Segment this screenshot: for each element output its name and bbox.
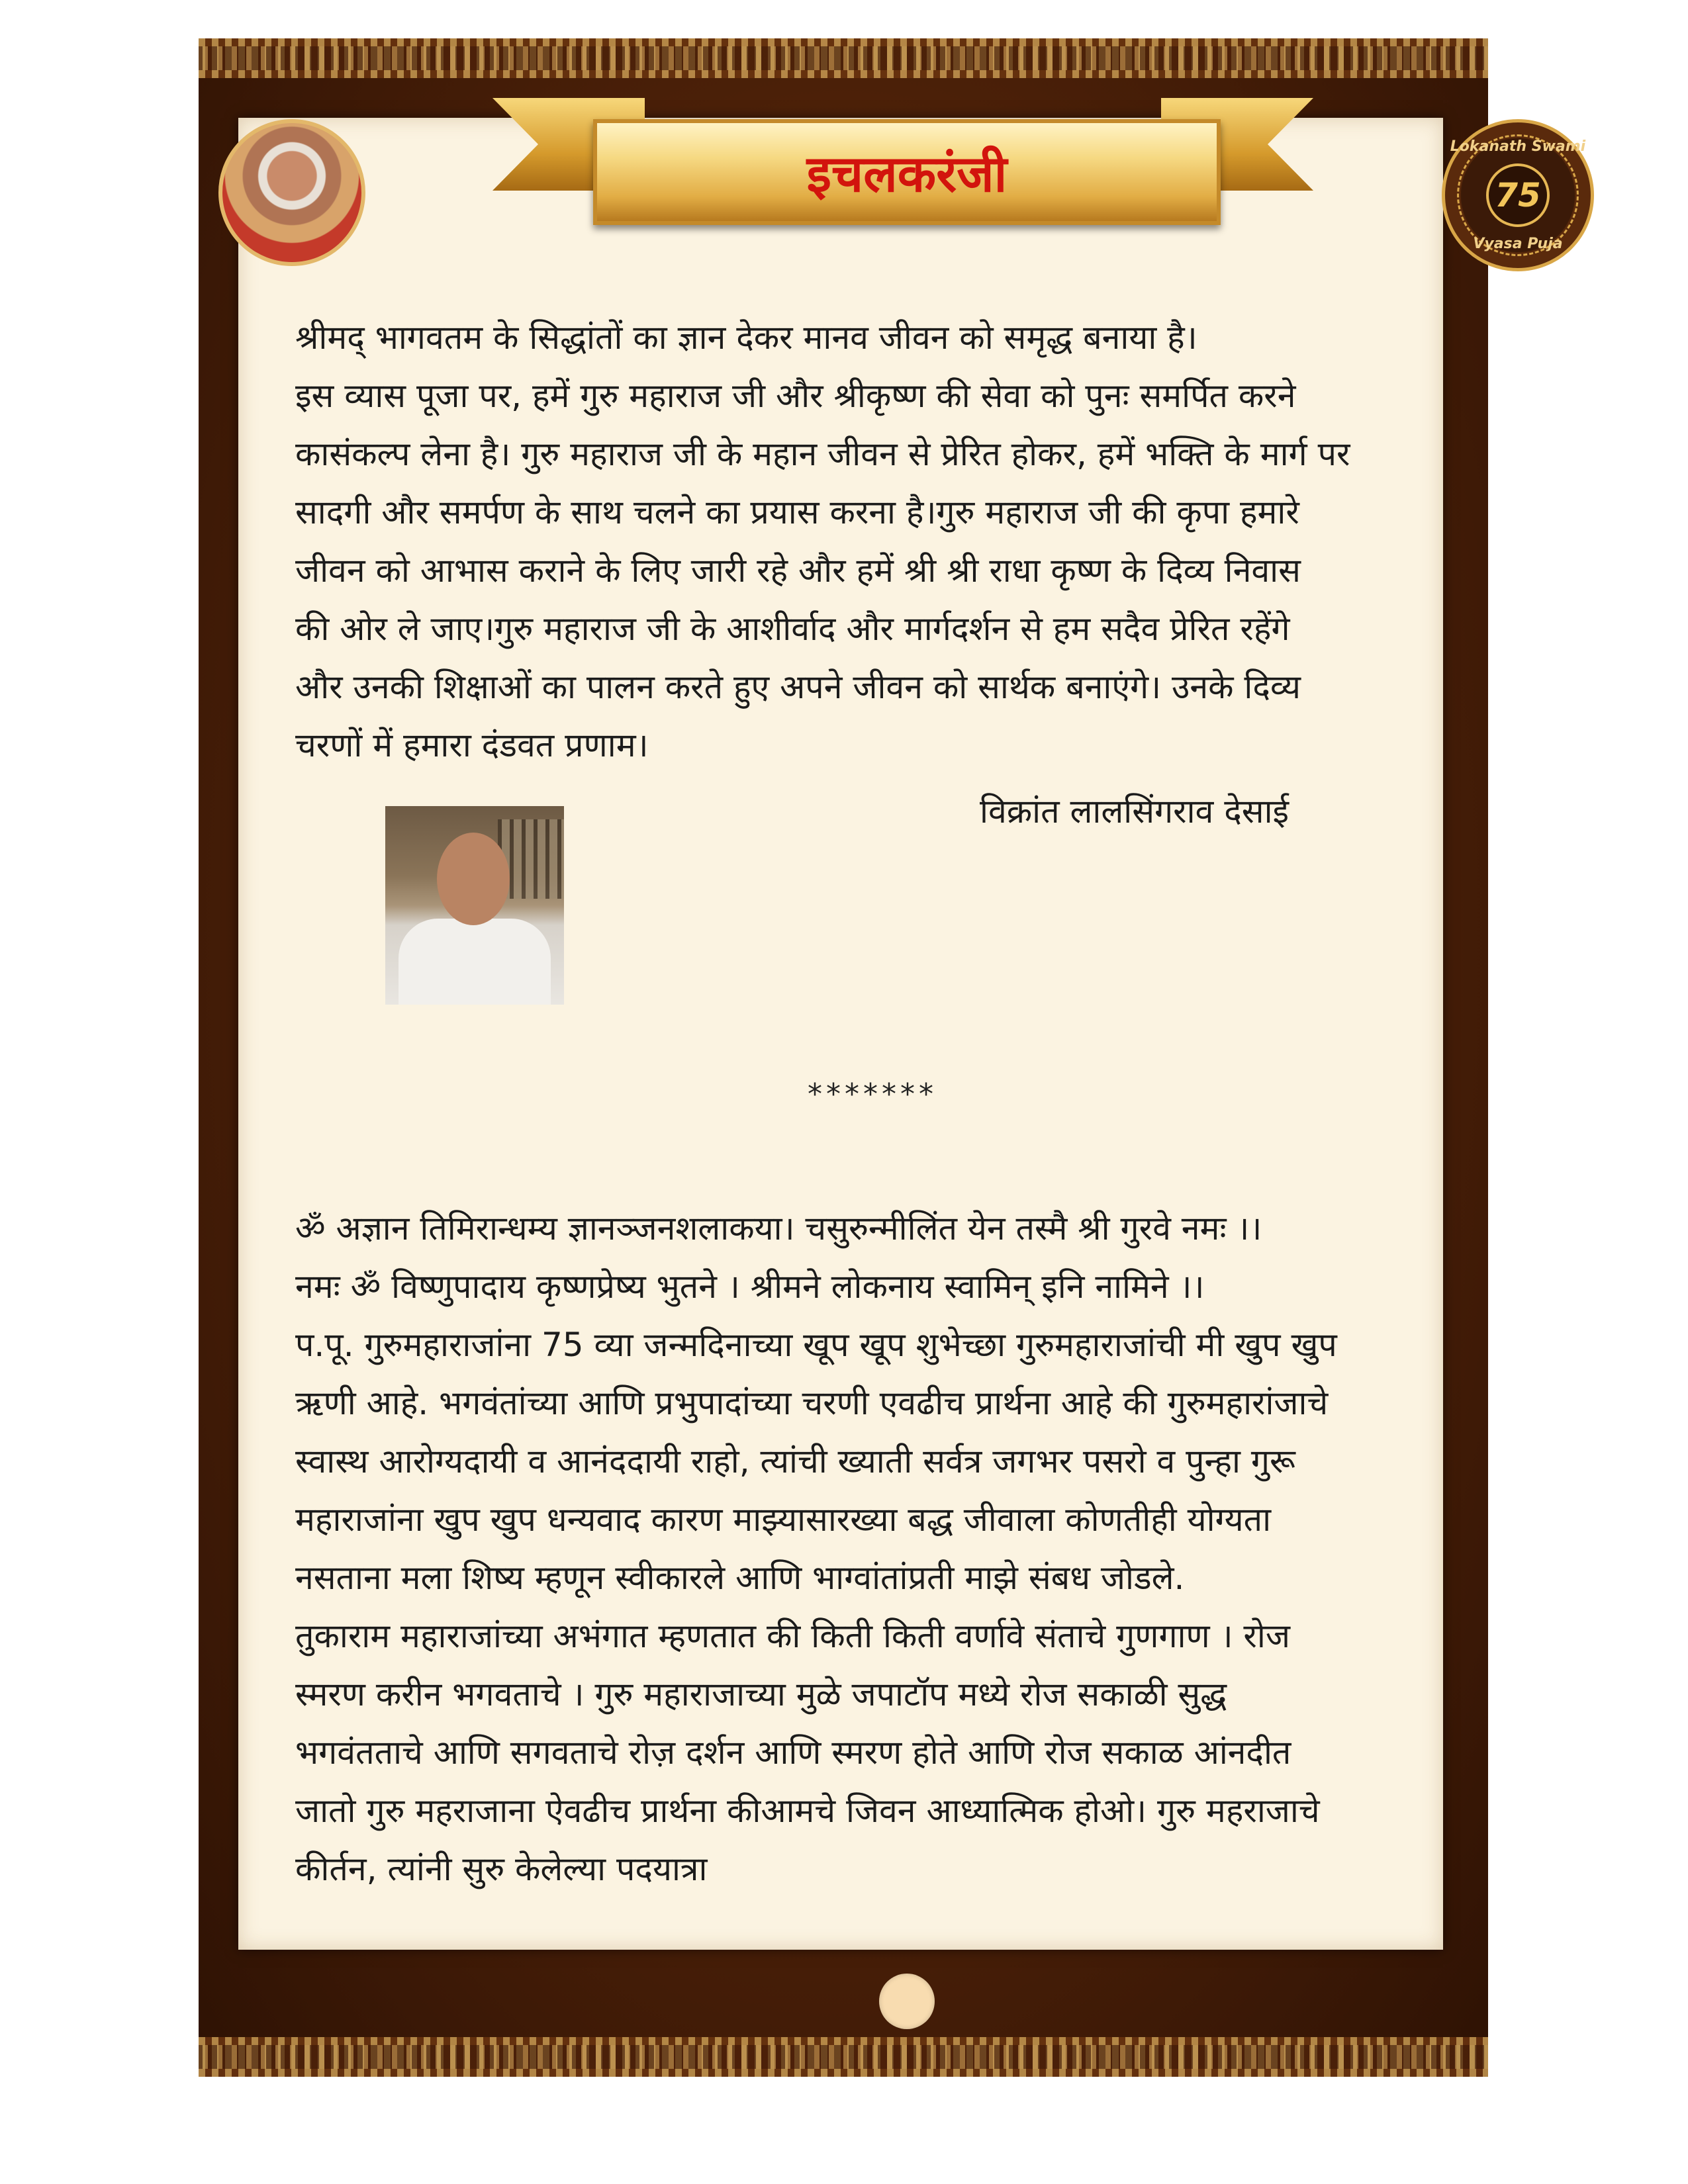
letter-1-body (295, 308, 1487, 774)
text-line: इस व्यास पूजा पर, हमें गुरु महाराज जी और श्रीकृष्ण की सेवा को पुनः समर्पित करने (295, 377, 1296, 415)
text-line: नमः ॐ विष्णुपादाय कृष्णप्रेष्य भुतने । श्रीमने लोकनाय स्वामिन् इनि नामिने ।। (295, 1267, 1205, 1306)
text-line: स्मरण करीन भगवताचे । गुरु महाराजाच्या मुळे जपाटॉप मध्ये रोज सकाळी सुद्ध (295, 1675, 1227, 1713)
text-line: चरणों में हमारा दंडवत प्रणाम। (295, 726, 649, 764)
title-ribbon (593, 119, 1221, 225)
section-separator: ******* (808, 1077, 937, 1111)
photo-shirt (399, 919, 551, 1005)
photo-face (437, 833, 510, 925)
letter-2-body (295, 1199, 1487, 1898)
text-line: ऋणी आहे. भगवंतांच्या आणि प्रभुपादांच्या चरणी एवढीच प्रार्थना आहे की गुरुमहारांजाचे (295, 1384, 1329, 1422)
text-line: श्रीमद् भागवतम के सिद्धांतों का ज्ञान देकर मानव जीवन को समृद्ध बनाया है। (295, 318, 1197, 357)
text-line: सादगी और समर्पण के साथ चलने का प्रयास करना है।गुरु महाराज जी की कृपा हमारे (295, 493, 1299, 531)
seal-center (1486, 163, 1550, 227)
text-line: भगवंतताचे आणि सगवताचे रोज़ दर्शन आणि स्मरण होते आणि रोज सकाळ आंनदीत (295, 1733, 1291, 1772)
text-line: स्वास्थ आरोग्यदायी व आनंददायी राहो, त्यांची ख्याती सर्वत्र जगभर पसरो व पुन्हा गुरू (295, 1442, 1295, 1480)
page-indicator-dot (879, 1974, 935, 2029)
text-line: तुकाराम महाराजांच्या अभंगात म्हणतात की किती किती वर्णावे संताचे गुणगाण । रोज (295, 1617, 1290, 1655)
text-line: कासंकल्प लेना है। गुरु महाराज जी के महान जीवन से प्रेरित होकर, हमें भक्ति के मार्ग पर (295, 435, 1350, 473)
text-line: ॐ अज्ञान तिमिरान्धम्य ज्ञानञ्जनशलाकया। चसुरुन्मीलिंत येन तस्मै श्री गुरवे नमः ।। (295, 1209, 1262, 1248)
guru-portrait (218, 119, 365, 266)
anniversary-seal (1442, 119, 1594, 271)
text-line: महाराजांना खुप खुप धन्यवाद कारण माझ्यासारख्या बद्ध जीवाला कोणतीही योग्यता (295, 1500, 1272, 1539)
text-line: जीवन को आभास कराने के लिए जारी रहे और हमें श्री श्री राधा कृष्ण के दिव्य निवास (295, 551, 1301, 590)
author-photo (385, 806, 564, 1005)
text-line: और उनकी शिक्षाओं का पालन करते हुए अपने जीवन को सार्थक बनाएंगे। उनके दिव्य (295, 668, 1301, 706)
seal-bottom-text: Vyasa Puja (1473, 236, 1563, 252)
bottom-border-ornament (199, 2037, 1488, 2077)
text-line: नसताना मला शिष्य म्हणून स्वीकारले आणि भाग्वांतांप्रती माझे संबध जोडले. (295, 1559, 1185, 1597)
page-title: इचलकरंजी (806, 144, 1008, 203)
seal-number: 75 (1495, 176, 1541, 214)
text-line: प.पू. गुरुमहाराजांना 75 व्या जन्मदिनाच्या खूप खूप शुभेच्छा गुरुमहाराजांची मी खुप खुप (295, 1326, 1337, 1364)
text-line: कीर्तन, त्यांनी सुरु केलेल्या पदयात्रा (295, 1850, 708, 1888)
text-line: जातो गुरु महराजाना ऐवढीच प्रार्थना कीआमचे जिवन आध्यात्मिक होओ। गुरु महराजाचे (295, 1792, 1320, 1830)
seal-top-text: Lokanath Swami (1450, 138, 1586, 155)
author-name: विक्रांत लालसिंगराव देसाई (980, 792, 1289, 831)
text-line: की ओर ले जाए।गुरु महाराज जी के आशीर्वाद और मार्गदर्शन से हम सदैव प्रेरित रहेंगे (295, 610, 1290, 648)
top-border-ornament (199, 38, 1488, 78)
